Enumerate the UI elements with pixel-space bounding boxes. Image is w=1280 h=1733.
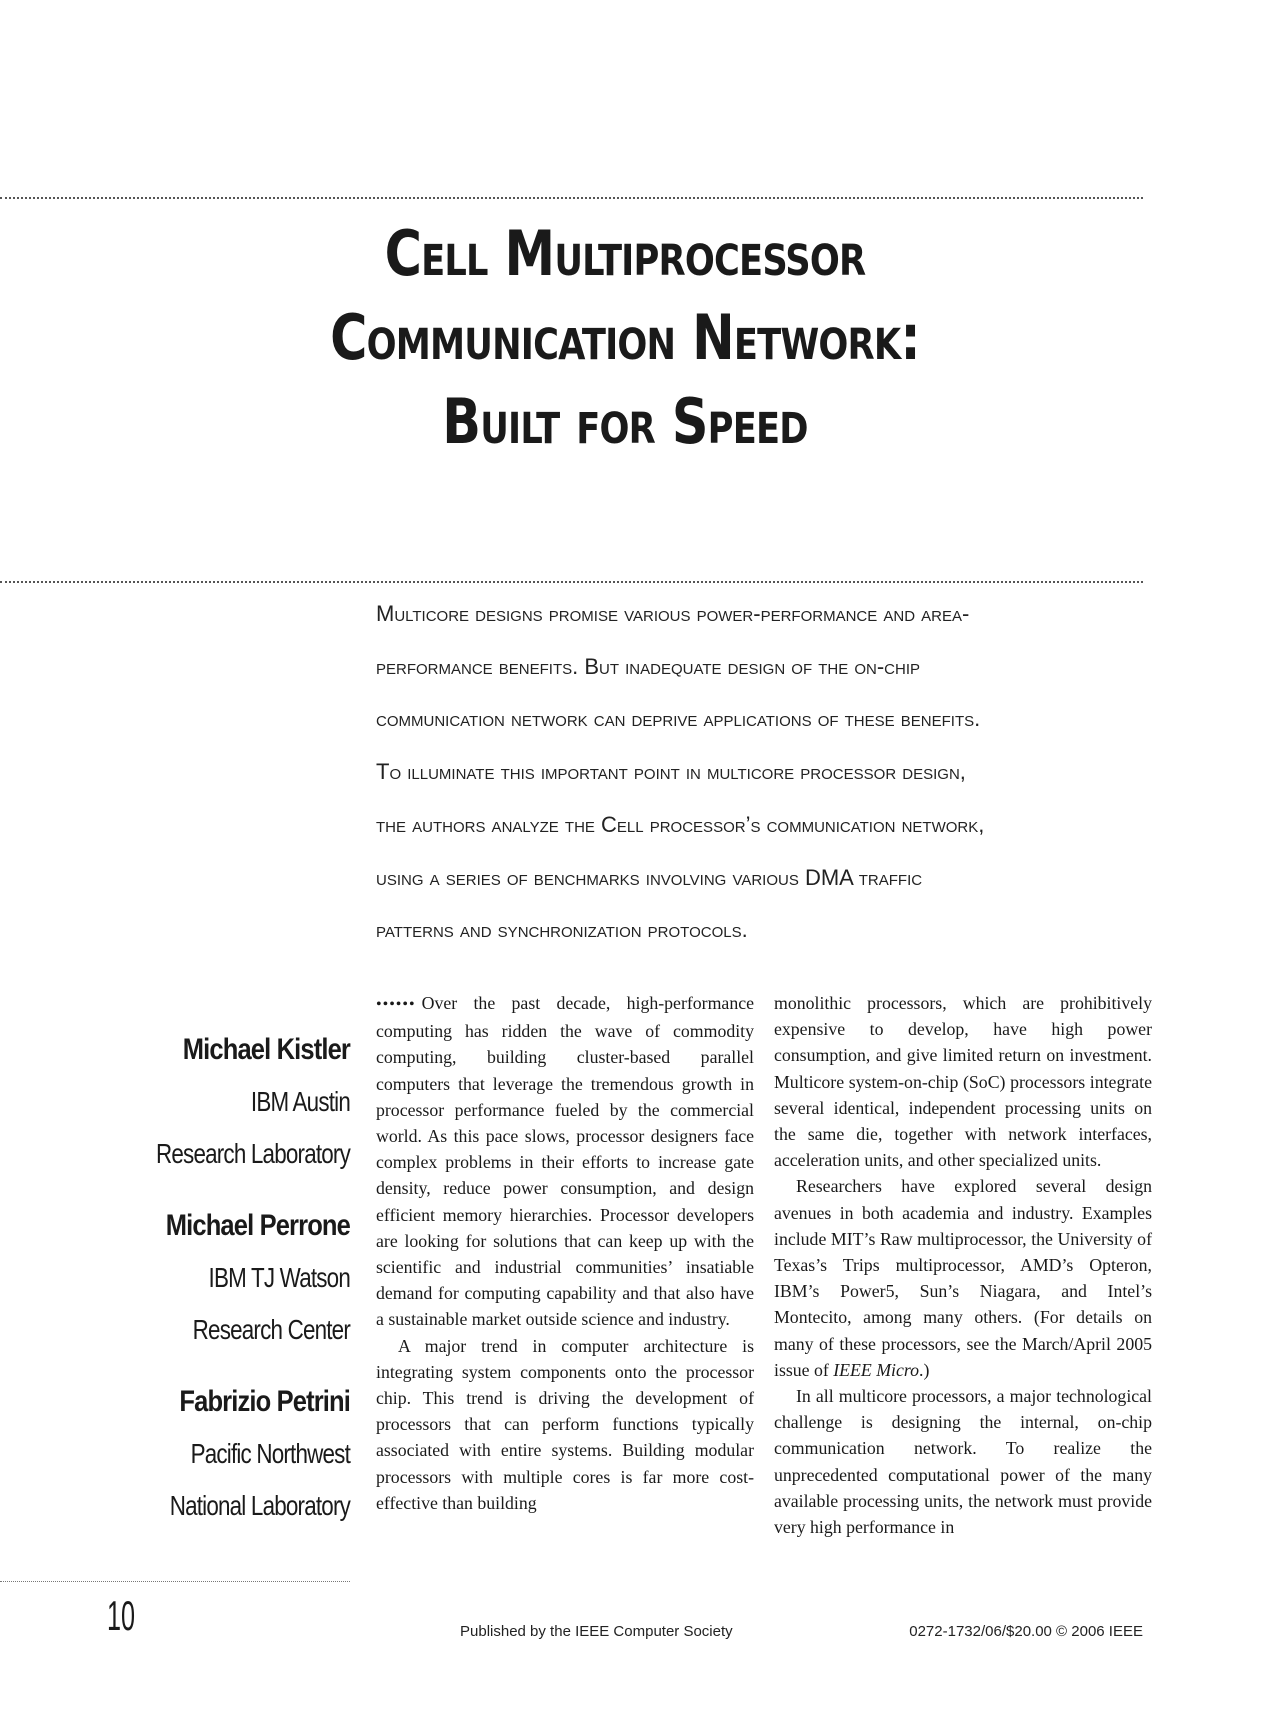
title-line-1: Cell Multiprocessor [384, 217, 866, 290]
body-column-left [376, 990, 754, 1516]
paragraph-text: Researchers have explored several design avenues in both academia and industry. Examples include MIT’s Raw multiprocessor, the University of Texas’s Trips multiprocessor, AMD’s Opteron, IBM’s Power5, Sun’s Niagara, and Intel’s Montecito, among many others. (For details on many of these processors, see the March/April 2005 issue of [774, 1176, 1152, 1380]
body-paragraph: monolithic processors, which are prohibitively expensive to develop, have high power consumption, and give limited return on investment. Multicore system-on-chip (SoC) processors integrate several identical, independent processing units on the same die, together with network interfaces, acceleration units, and other specialized units. [774, 993, 1152, 1171]
abstract-line: the authors analyze the Cell processor’s communication network, [376, 811, 985, 837]
title-divider [0, 581, 1143, 583]
author-affiliation: IBM TJ Watson [208, 1262, 350, 1293]
author-affiliation: Pacific Northwest [190, 1438, 350, 1469]
body-paragraph [774, 1173, 1152, 1383]
author-name: Michael Perrone [165, 1209, 350, 1242]
author-affiliation: Research Center [192, 1314, 350, 1345]
author-list [0, 1024, 350, 1552]
author-block [0, 1376, 350, 1532]
journal-name: IEEE Micro [833, 1359, 920, 1380]
body-paragraph: A major trend in computer architecture is integrating system components onto the processor chip. This trend is driving the development of processors that can perform functions typically associated with entire systems. Building modular processors with multiple cores is far more cost-effective than building [376, 1335, 754, 1513]
abstract-line: performance benefits. But inadequate design of the on-chip [376, 653, 920, 679]
body-paragraph: In all multicore processors, a major technological challenge is designing the internal, on-chip communication network. To realize the unprecedented computational power of the many available processing units, the network must provide very high performance in [774, 1386, 1152, 1538]
title-line-3: Built for Speed [442, 385, 808, 458]
copyright-line: 0272-1732/06/$20.00 © 2006 IEEE [909, 1623, 1143, 1640]
article-title [162, 212, 1089, 464]
section-start-dots: •••••• [376, 996, 416, 1013]
top-divider [0, 197, 1143, 199]
author-affiliation: Research Laboratory [156, 1138, 350, 1169]
footer-divider [0, 1581, 350, 1582]
author-affiliation: IBM Austin [250, 1086, 350, 1117]
abstract-line: communication network can deprive applications of these benefits. [376, 706, 981, 732]
abstract [376, 588, 1156, 957]
paragraph-text: .) [919, 1359, 930, 1380]
paragraph-text: Over the past decade, high-performance computing has ridden the wave of commodity computing, building cluster-based parallel computers that leverage the tremendous growth in processor performance fueled by the commercial world. As this pace slows, processor designers face complex problems in their efforts to increase gate density, reduce power consumption, and design efficient memory hierarchies. Processor developers are looking for solutions that can keep up with the scientific and industrial communities’ insatiable demand for computing capability and that also have a sustainable market outside science and industry. [376, 993, 754, 1330]
author-name: Michael Kistler [182, 1033, 350, 1066]
body-column-right [774, 990, 1152, 1540]
author-block [0, 1200, 350, 1356]
abstract-line: using a series of benchmarks involving various DMA traffic [376, 864, 923, 890]
abstract-line: To illuminate this important point in multicore processor design, [376, 759, 966, 785]
author-affiliation: National Laboratory [169, 1490, 350, 1521]
abstract-line: patterns and synchronization protocols. [376, 917, 748, 943]
title-line-2: Communication Network: [330, 301, 920, 374]
abstract-line: Multicore designs promise various power-performance and area- [376, 601, 970, 626]
author-name: Fabrizio Petrini [179, 1385, 350, 1418]
body-paragraph [376, 990, 754, 1333]
publisher-credit: Published by the IEEE Computer Society [460, 1623, 733, 1640]
page-number: 10 [107, 1592, 136, 1639]
author-block [0, 1024, 350, 1180]
